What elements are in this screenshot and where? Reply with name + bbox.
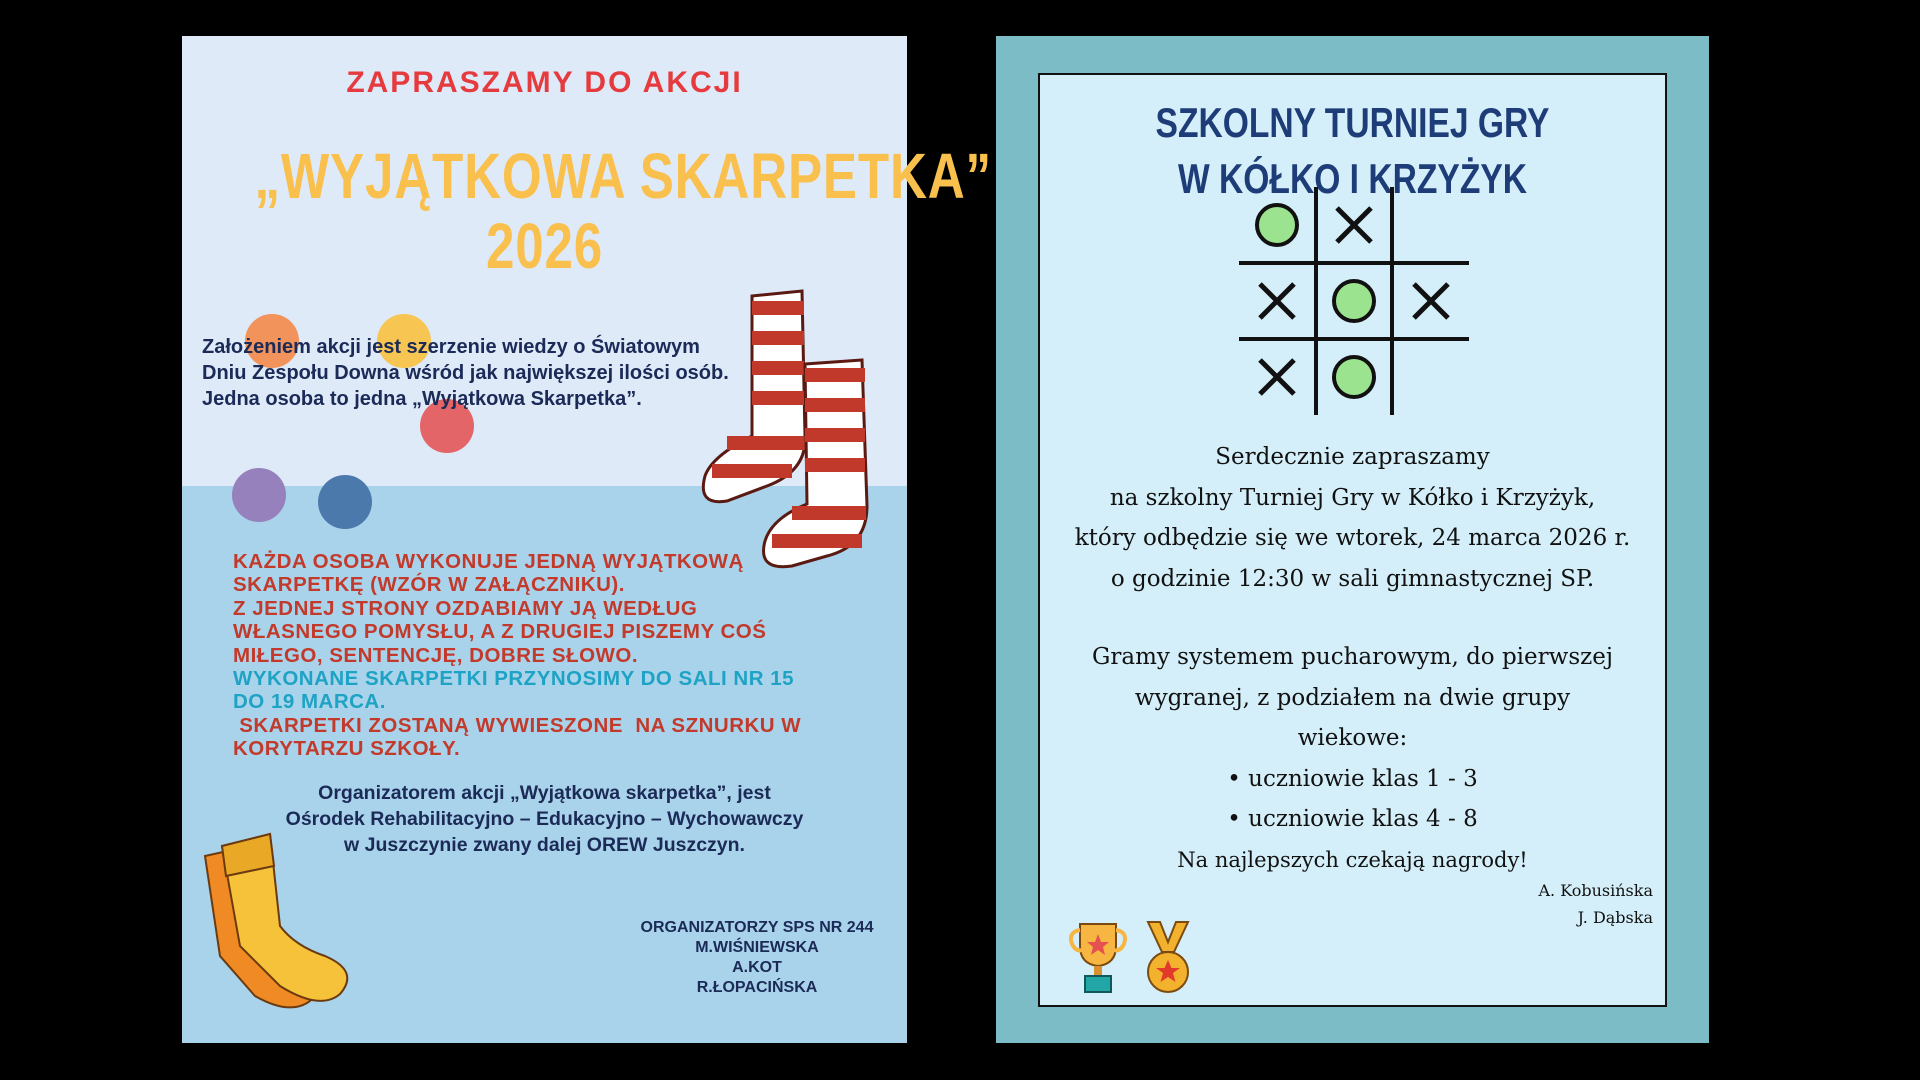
yellow-socks-illustration [200,816,370,1016]
group-item: • uczniowie klas 4 - 8 [1227,806,1478,832]
rules-line: wiekowe: [1297,725,1408,751]
intro-line: Dniu Zespołu Downa wśród jak największej ilości osób. [202,362,729,384]
organizer-line: Organizatorem akcji „Wyjątkowa skarpetka”, jest [318,782,771,804]
striped-socks-illustration [697,256,907,586]
group-item: • uczniowie klas 1 - 3 [1227,765,1478,792]
tictactoe-board [1239,187,1469,417]
signature-line: ORGANIZATORZY SPS NR 244 [640,919,874,936]
rule-line: KAŻDA OSOBA WYKONUJE JEDNĄ WYJĄTKOWĄ [233,550,744,573]
invite-text [1040,437,1665,599]
rule-line-highlight: DO 19 MARCA. [233,690,386,714]
organizer-line: w Juszczynie zwany dalej OREW Juszczyn. [344,834,745,856]
signature-line: A.KOT [732,959,782,976]
intro-text [202,334,729,412]
x-mark [1260,360,1294,394]
o-mark [1334,281,1374,321]
x-mark [1260,284,1294,318]
rules-line: Gramy systemem pucharowym, do pierwszej [1091,644,1613,670]
x-mark [1414,284,1448,318]
rule-line: MIŁEGO, SENTENCJĘ, DOBRE SŁOWO. [233,643,639,667]
x-mark [1337,208,1371,242]
sock-action-poster [182,36,992,1043]
rule-line: Z JEDNEJ STRONY OZDABIAMY JĄ WEDŁUG [233,596,698,620]
invite-line: Serdecznie zapraszamy [1215,444,1490,470]
authors [1538,877,1653,931]
intro-line: Jedna osoba to jedna „Wyjątkowa Skarpetka”. [202,388,642,410]
invite-line: na szkolny Turniej Gry w Kółko i Krzyżyk, [1109,484,1596,511]
rule-line: SKARPETKĘ (WZÓR W ZAŁĄCZNIKU). [233,573,625,597]
intro-line: Założeniem akcji jest szerzenie wiedzy o Światowym [202,336,700,358]
blue-dot [318,475,372,529]
purple-dot [232,468,286,522]
invite-line: o godzinie 12:30 w sali gimnastycznej SP. [1110,565,1595,592]
tournament-subtitle: W KÓŁKO I KRZYŻYK [1177,155,1528,202]
prizes-text: Na najlepszych czekają nagrody! [1177,848,1528,872]
o-mark [1334,357,1374,397]
rule-line-highlight: WYKONANE SKARPETKI PRZYNOSIMY DO SALI NR 15 [233,667,795,691]
rule-line: WŁASNEGO POMYSŁU, A Z DRUGIEJ PISZEMY COŚ [233,620,767,644]
signature-line: R.ŁOPACIŃSKA [696,979,818,996]
invite-heading: ZAPRASZAMY DO AKCJI [346,66,743,99]
author-name: A. Kobusińska [1538,881,1653,900]
organizer-line: Ośrodek Rehabilitacyjno – Edukacyjno – Wychowawczy [285,808,804,830]
rules-text [233,550,873,761]
rules-text [1040,637,1665,840]
tournament-title: SZKOLNY TURNIEJ GRY [1155,99,1550,146]
poster-inner-frame [1038,73,1667,1007]
medal-icon [1144,920,1192,995]
invite-line: który odbędzie się we wtorek, 24 marca 2026 r. [1074,525,1631,551]
action-title: „WYJĄTKOWA SKARPETKA” [254,140,992,212]
tictactoe-poster [996,36,1709,1043]
signature-line: M.WIŚNIEWSKA [695,939,819,956]
action-year: 2026 [485,210,604,282]
o-mark [1257,205,1297,245]
rule-line: KORYTARZU SZKOŁY. [233,737,461,761]
rule-line: SKARPETKI ZOSTANĄ WYWIESZONE NA SZNURKU W [233,713,802,737]
trophy-icon [1068,920,1128,995]
rules-line: wygranej, z podziałem na dwie grupy [1134,684,1571,711]
author-name: J. Dąbska [1577,908,1653,927]
signatures [612,918,902,998]
